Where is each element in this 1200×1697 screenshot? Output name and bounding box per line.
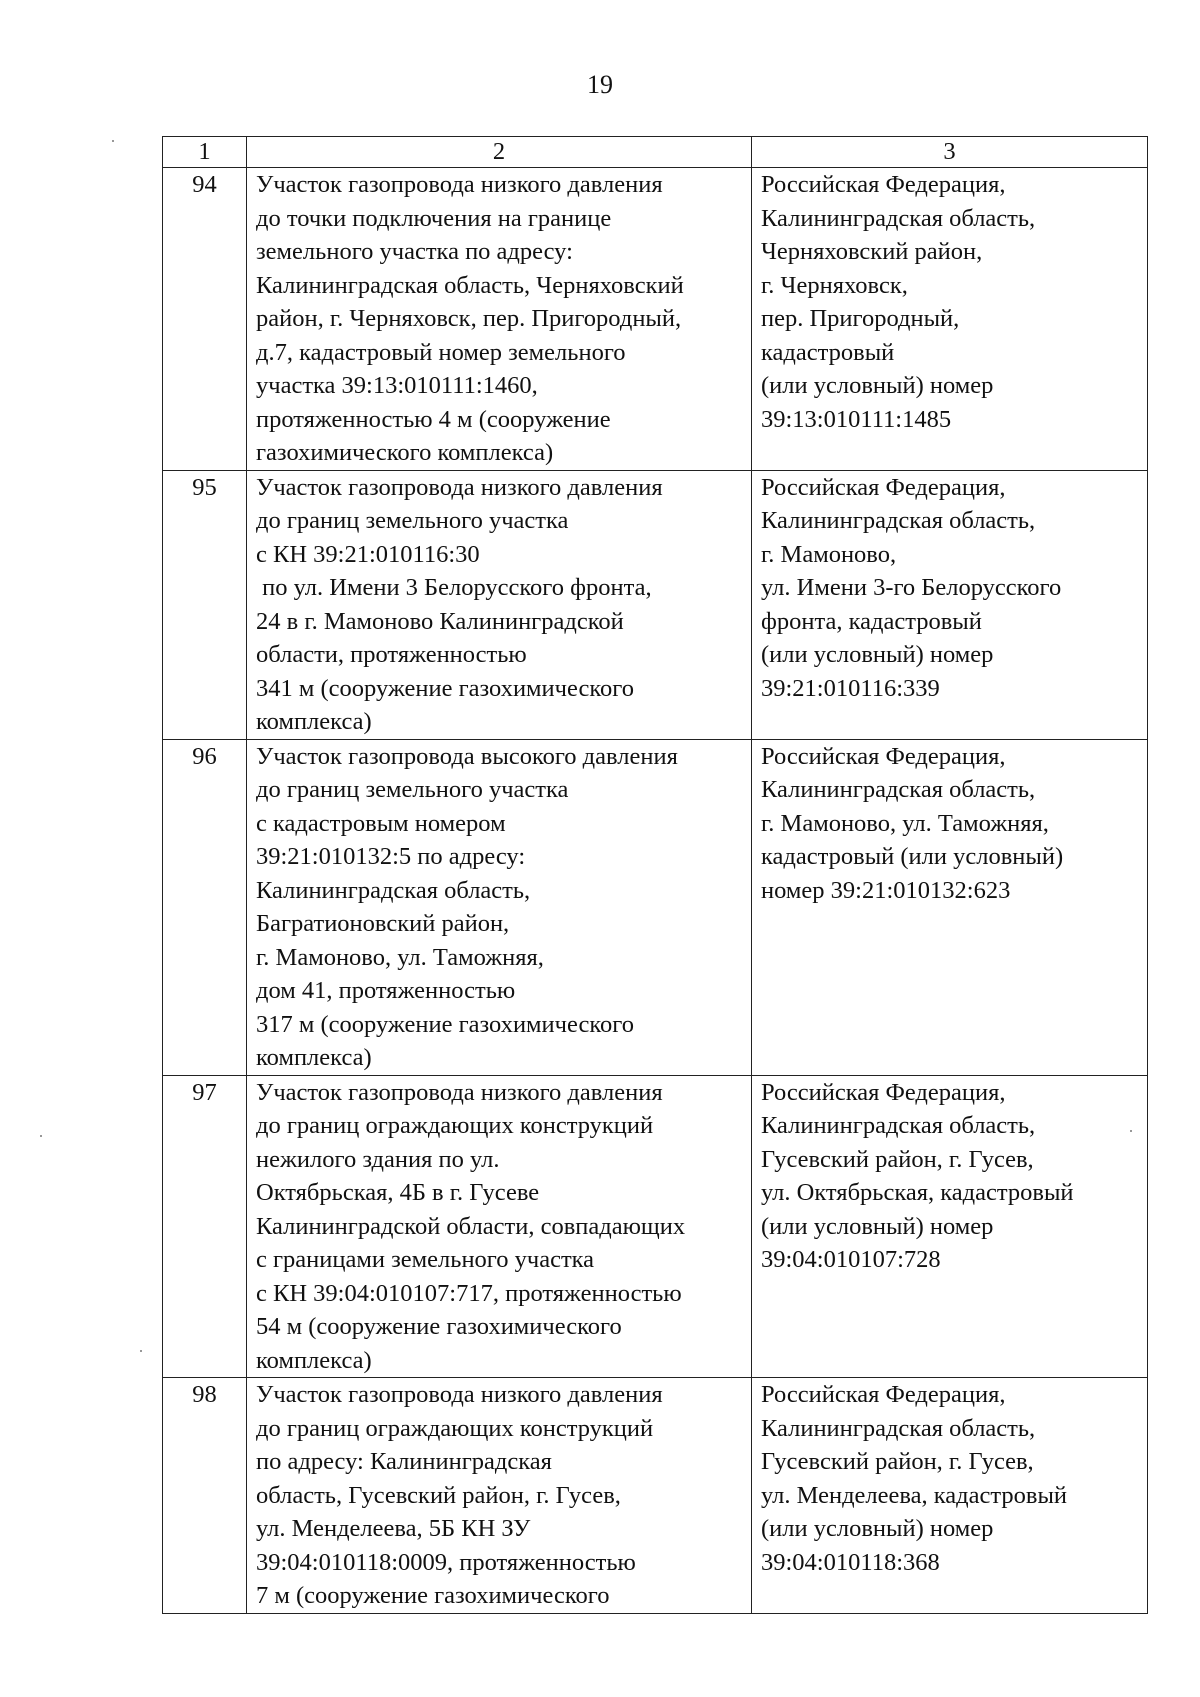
object-location: [752, 739, 1148, 1075]
header-col-3: 3: [752, 137, 1148, 168]
header-col-1: 1: [163, 137, 247, 168]
object-description: [247, 739, 752, 1075]
location-line: (или условный) номер: [761, 372, 994, 399]
location-line: кадастровый: [761, 338, 895, 366]
table-row: [163, 168, 1148, 471]
object-description: [247, 470, 752, 739]
object-location: [752, 1075, 1148, 1378]
description-line: до границ земельного участка: [256, 507, 569, 534]
object-description: [247, 1075, 752, 1378]
location-line: Российская Федерация,: [761, 1381, 1006, 1408]
description-line: протяженностью 4 м (сооружение: [256, 405, 611, 433]
description-line: с кадастровым номером: [256, 809, 506, 837]
description-line: Участок газопровода высокого давления: [256, 742, 678, 770]
location-line: Российская Федерация,: [761, 473, 1006, 501]
description-line: газохимического комплекса): [256, 439, 554, 466]
description-line: 39:04:010118:0009, протяженностью: [256, 1548, 636, 1576]
description-line: Участок газопровода низкого давления: [256, 1381, 663, 1408]
description-line: комплекса): [256, 708, 372, 735]
object-description: [247, 1378, 752, 1614]
row-number: 95: [163, 470, 247, 739]
location-line: 39:21:010116:339: [761, 674, 940, 702]
location-line: 39:04:010107:728: [761, 1246, 941, 1273]
description-line: Участок газопровода низкого давления: [256, 1078, 663, 1106]
description-line: области, протяженностью: [256, 641, 527, 668]
scan-speck: [112, 140, 114, 142]
description-line: нежилого здания по ул.: [256, 1145, 500, 1173]
row-number: 98: [163, 1378, 247, 1614]
scan-speck: [1130, 1130, 1132, 1132]
location-line: Калининградская область,: [761, 507, 1036, 534]
description-line: Участок газопровода низкого давления: [256, 473, 663, 501]
object-location: [752, 168, 1148, 471]
object-description: [247, 168, 752, 471]
property-table: [162, 136, 1148, 1614]
description-line: Калининградская область,: [256, 876, 531, 904]
description-line: Калининградской области, совпадающих: [256, 1212, 686, 1240]
object-location: [752, 1378, 1148, 1614]
table-row: [163, 739, 1148, 1075]
description-line: Калининградская область, Черняховский: [256, 271, 684, 299]
location-line: 39:04:010118:368: [761, 1548, 940, 1576]
description-line: до границ ограждающих конструкций: [256, 1414, 654, 1442]
description-line: район, г. Черняховск, пер. Пригородный,: [256, 305, 682, 332]
description-line: 341 м (сооружение газохимического: [256, 674, 634, 702]
location-line: (или условный) номер: [761, 1515, 994, 1542]
location-line: фронта, кадастровый: [761, 607, 982, 635]
location-line: г. Мамоново, ул. Таможняя,: [761, 809, 1049, 837]
description-line: комплекса): [256, 1044, 372, 1071]
table-row: [163, 470, 1148, 739]
description-line: земельного участка по адресу:: [256, 238, 573, 265]
description-line: до границ ограждающих конструкций: [256, 1112, 654, 1139]
description-line: 24 в г. Мамоново Калининградской: [256, 607, 624, 635]
description-line: 54 м (сооружение газохимического: [256, 1313, 622, 1340]
description-line: г. Мамоново, ул. Таможняя,: [256, 943, 544, 971]
location-line: номер 39:21:010132:623: [761, 876, 1011, 904]
location-line: Российская Федерация,: [761, 1078, 1006, 1106]
description-line: Октябрьская, 4Б в г. Гусеве: [256, 1179, 540, 1206]
location-line: г. Мамоново,: [761, 540, 897, 568]
scan-speck: [140, 1350, 142, 1352]
description-line: ул. Менделеева, 5Б КН ЗУ: [256, 1515, 531, 1542]
description-line: по адресу: Калининградская: [256, 1448, 552, 1475]
location-line: (или условный) номер: [761, 641, 994, 668]
description-line: д.7, кадастровый номер земельного: [256, 338, 626, 366]
location-line: Калининградская область,: [761, 1414, 1036, 1442]
description-line: с границами земельного участка: [256, 1246, 595, 1273]
location-line: Российская Федерация,: [761, 171, 1006, 198]
description-line: до границ земельного участка: [256, 776, 569, 803]
location-line: Гусевский район, г. Гусев,: [761, 1145, 1034, 1173]
description-line: область, Гусевский район, г. Гусев,: [256, 1481, 621, 1509]
location-line: пер. Пригородный,: [761, 305, 960, 332]
location-line: Калининградская область,: [761, 776, 1036, 803]
table-row: [163, 1075, 1148, 1378]
location-line: 39:13:010111:1485: [761, 405, 952, 433]
description-line: по ул. Имени 3 Белорусского фронта,: [256, 574, 652, 601]
description-line: комплекса): [256, 1346, 372, 1374]
location-line: ул. Имени 3-го Белорусского: [761, 574, 1062, 601]
table-header-row: [163, 137, 1148, 168]
page-number: 19: [587, 70, 613, 99]
description-line: 39:21:010132:5 по адресу:: [256, 843, 526, 870]
description-line: участка 39:13:010111:1460,: [256, 372, 538, 399]
row-number: 96: [163, 739, 247, 1075]
location-line: г. Черняховск,: [761, 271, 908, 299]
description-line: с КН 39:21:010116:30: [256, 540, 480, 568]
description-line: до точки подключения на границе: [256, 204, 612, 232]
location-line: (или условный) номер: [761, 1212, 994, 1240]
location-line: Гусевский район, г. Гусев,: [761, 1448, 1034, 1475]
object-location: [752, 470, 1148, 739]
table-row: [163, 1378, 1148, 1614]
location-line: Калининградская область,: [761, 1112, 1036, 1139]
description-line: Участок газопровода низкого давления: [256, 171, 663, 198]
row-number: 97: [163, 1075, 247, 1378]
description-line: дом 41, протяженностью: [256, 977, 516, 1004]
location-line: Черняховский район,: [761, 238, 983, 265]
description-line: 7 м (сооружение газохимического: [256, 1582, 610, 1609]
description-line: с КН 39:04:010107:717, протяженностью: [256, 1279, 682, 1307]
location-line: ул. Октябрьская, кадастровый: [761, 1179, 1074, 1206]
header-col-2: 2: [247, 137, 752, 168]
location-line: кадастровый (или условный): [761, 843, 1064, 870]
description-line: 317 м (сооружение газохимического: [256, 1010, 634, 1038]
location-line: Российская Федерация,: [761, 742, 1006, 770]
scan-speck: [40, 1135, 42, 1137]
location-line: Калининградская область,: [761, 204, 1036, 232]
description-line: Багратионовский район,: [256, 910, 510, 937]
row-number: 94: [163, 168, 247, 471]
location-line: ул. Менделеева, кадастровый: [761, 1481, 1068, 1509]
